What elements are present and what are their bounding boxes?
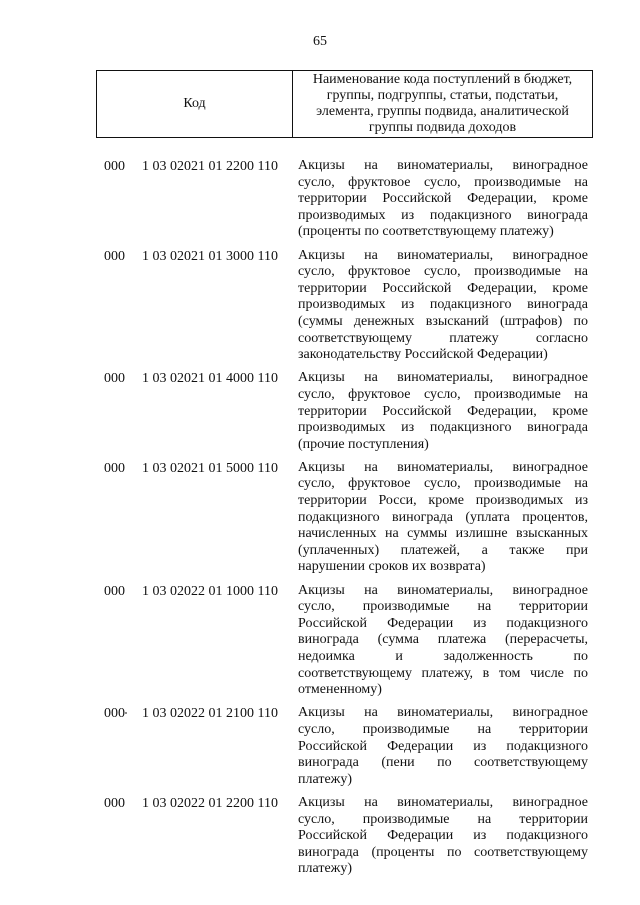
row-description xyxy=(298,705,588,788)
description-line: сусло, фруктовое сусло, производимые на xyxy=(298,174,588,190)
description-line: производимых из подакцизного винограда xyxy=(298,420,588,436)
table-header xyxy=(96,70,593,138)
header-name-column: Наименование кода поступлений в бюджет, группы, подгруппы, статьи, подстатьи, элемента, группы подвида, аналитической группы подвида доходов xyxy=(312,72,573,135)
header-code-column: Код xyxy=(97,71,293,137)
row-revenue-code: 1 03 02021 01 4000 110 xyxy=(142,371,278,387)
row-admin-code: 000 xyxy=(104,583,125,599)
description-line: территории Российской Федерации, кроме xyxy=(298,191,588,207)
description-line: сусло, фруктовое сусло, производимые на xyxy=(298,476,588,492)
description-line: соответствующему платежу, в том числе по xyxy=(298,665,588,681)
description-line: сусло, производимые на территории xyxy=(298,811,588,827)
row-admin-code: 000 xyxy=(104,460,125,476)
row-revenue-code: 1 03 02022 01 2100 110 xyxy=(142,706,278,722)
row-admin-code: 000 xyxy=(104,795,125,811)
description-line: винограда (пени по соответствующему xyxy=(298,755,588,771)
description-line: винограда (сумма платежа (перерасчеты, xyxy=(298,632,588,648)
row-revenue-code: 1 03 02022 01 2200 110 xyxy=(142,795,278,811)
description-line: подакцизного винограда (уплата процентов, xyxy=(298,509,588,525)
row-description xyxy=(298,795,588,878)
description-line: сусло, производимые на территории xyxy=(298,599,588,615)
description-line: Акцизы на виноматериалы, виноградное xyxy=(298,247,588,263)
description-line: Российской Федерации из подакцизного xyxy=(298,615,588,631)
row-revenue-code: 1 03 02021 01 3000 110 xyxy=(142,248,278,264)
description-line: Акцизы на виноматериалы, виноградное xyxy=(298,158,588,173)
description-line: территории Российской Федерации, кроме xyxy=(298,403,588,419)
description-line: производимых из подакцизного винограда xyxy=(298,297,588,313)
row-description xyxy=(298,370,588,453)
revenue-code-list xyxy=(0,158,640,878)
table-row xyxy=(0,158,640,241)
description-line: платежу) xyxy=(298,771,352,787)
description-line: (уплаченных) платежей, а также при xyxy=(298,542,588,558)
table-row xyxy=(0,795,640,878)
scan-speck xyxy=(125,712,127,714)
row-admin-code: 000 xyxy=(104,159,125,174)
row-admin-code: 000 xyxy=(104,371,125,387)
description-line: законодательству Российской Федерации) xyxy=(298,347,548,363)
description-line: начисленных на суммы излишне взысканных xyxy=(298,526,588,542)
row-admin-code: 000 xyxy=(104,248,125,264)
page-number: 65 xyxy=(313,34,327,49)
table-row xyxy=(0,248,640,364)
description-line: Российской Федерации из подакцизного xyxy=(298,828,588,844)
table-row xyxy=(0,705,640,788)
description-line: Акцизы на виноматериалы, виноградное xyxy=(298,705,588,721)
description-line: отмененному) xyxy=(298,682,382,698)
row-revenue-code: 1 03 02022 01 1000 110 xyxy=(142,583,278,599)
table-row xyxy=(0,460,640,576)
row-description xyxy=(298,583,588,699)
description-line: нарушении сроков их возврата) xyxy=(298,559,486,575)
row-description xyxy=(298,158,588,241)
description-line: территории Росси, кроме производимых из xyxy=(298,493,588,509)
row-admin-code: 000 xyxy=(104,706,125,722)
description-line: производимых из подакцизного винограда xyxy=(298,207,588,223)
description-line: (прочие поступления) xyxy=(298,436,429,452)
description-line: Акцизы на виноматериалы, виноградное xyxy=(298,459,588,475)
row-description xyxy=(298,248,588,364)
description-line: Российской Федерации из подакцизного xyxy=(298,738,588,754)
table-row xyxy=(0,370,640,453)
description-line: платежу) xyxy=(298,861,352,877)
description-line: Акцизы на виноматериалы, виноградное xyxy=(298,794,588,810)
description-line: Акцизы на виноматериалы, виноградное xyxy=(298,582,588,598)
description-line: винограда (проценты по соответствующему xyxy=(298,844,588,860)
description-line: Акцизы на виноматериалы, виноградное xyxy=(298,370,588,386)
row-revenue-code: 1 03 02021 01 5000 110 xyxy=(142,460,278,476)
description-line: территории Российской Федерации, кроме xyxy=(298,280,588,296)
description-line: сусло, фруктовое сусло, производимые на xyxy=(298,386,588,402)
description-line: недоимка и задолженность по xyxy=(298,649,588,664)
description-line: сусло, производимые на территории xyxy=(298,721,588,737)
description-line: (проценты по соответствующему платежу) xyxy=(298,224,554,240)
description-line: соответствующему платежу согласно xyxy=(298,330,588,346)
row-description xyxy=(298,460,588,576)
description-line: (суммы денежных взысканий (штрафов) по xyxy=(298,313,588,329)
table-row xyxy=(0,583,640,699)
row-revenue-code: 1 03 02021 01 2200 110 xyxy=(142,159,278,174)
description-line: сусло, фруктовое сусло, производимые на xyxy=(298,264,588,280)
